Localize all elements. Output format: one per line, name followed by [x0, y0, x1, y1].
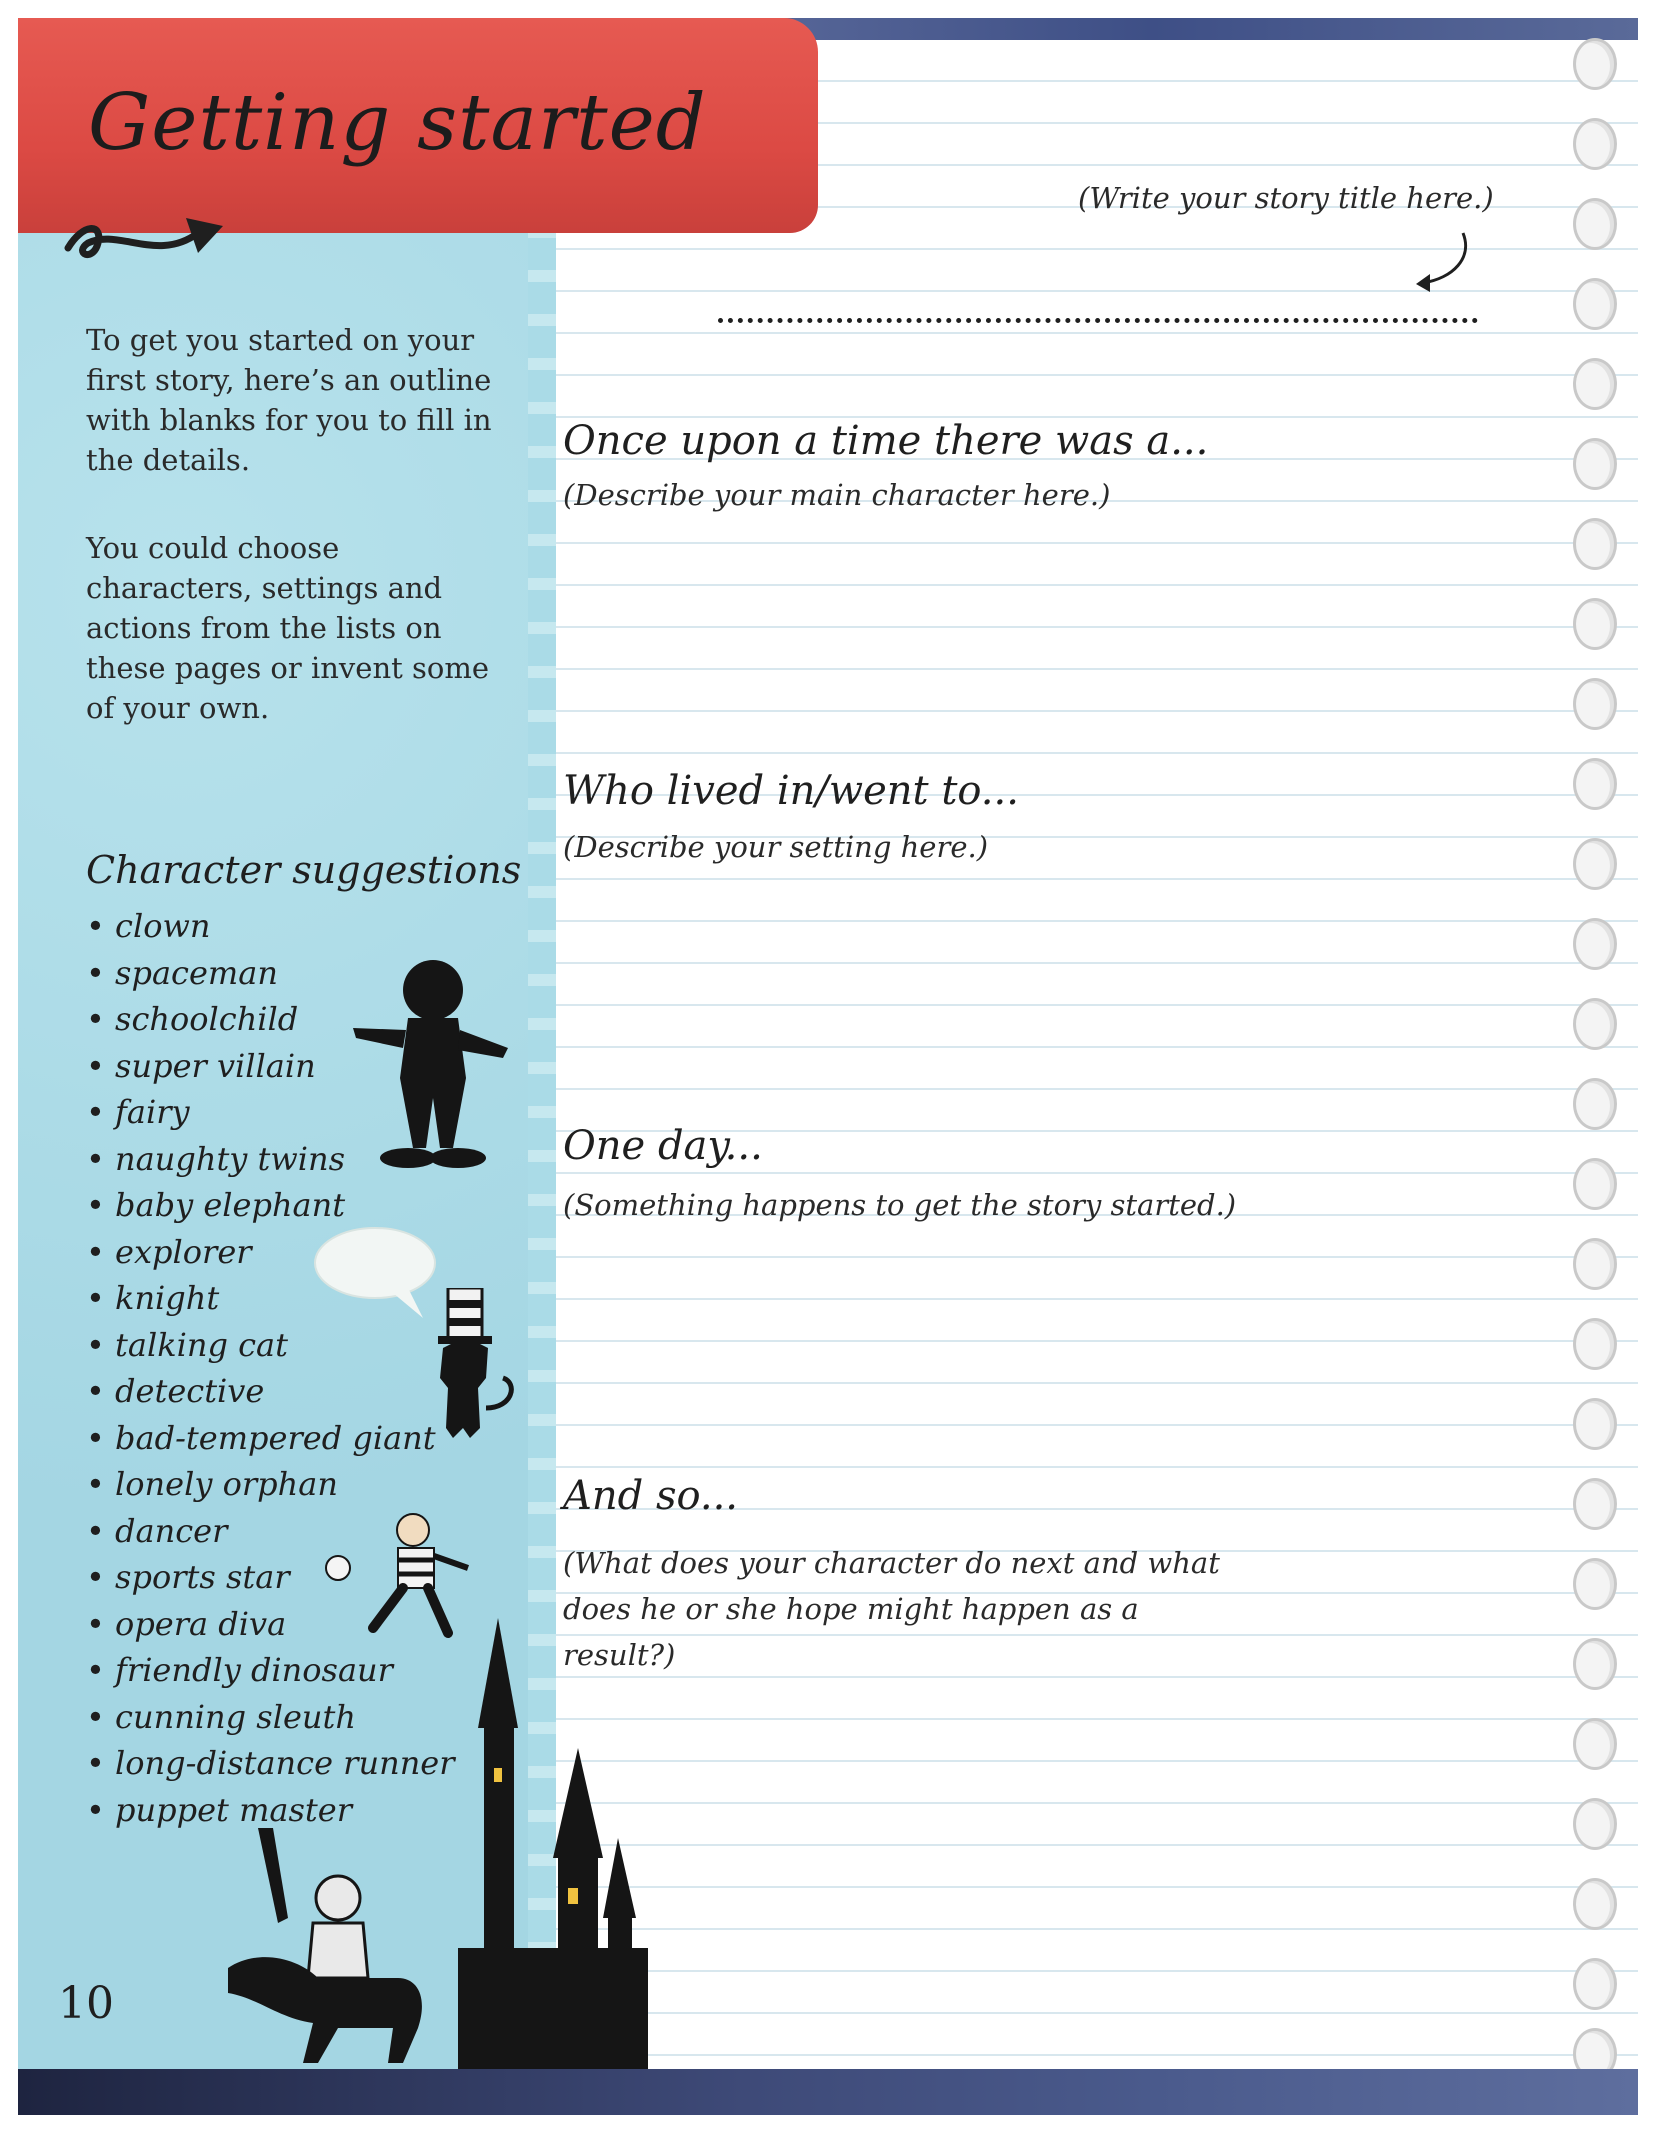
list-item: • bad-tempered giant: [86, 1415, 455, 1462]
binding-ring: [1573, 598, 1617, 650]
binding-ring: [1573, 1158, 1617, 1210]
list-item: • fairy: [86, 1089, 455, 1136]
title-blank-line[interactable]: [718, 318, 1478, 323]
binding-ring: [1573, 1798, 1617, 1850]
castle-silhouette-icon: [458, 1618, 648, 2078]
binding-ring: [1573, 998, 1617, 1050]
intro-paragraph-2: You could choose characters, settings and actions from the lists on these pages or invent some of your own.: [86, 531, 490, 725]
binding-ring: [1573, 1398, 1617, 1450]
prompt-event: One day...: [563, 1123, 763, 1169]
header-banner: [18, 18, 818, 233]
binding-ring: [1573, 918, 1617, 970]
intro-paragraph-1: To get you started on your first story, here’s an outline with blanks for you to fill in the details.: [86, 323, 492, 477]
binding-ring: [1573, 278, 1617, 330]
binding-ring: [1573, 198, 1617, 250]
suggestions-title: Character suggestions: [86, 848, 522, 892]
binding-ring: [1573, 438, 1617, 490]
binding-ring: [1573, 838, 1617, 890]
binding-ring: [1573, 118, 1617, 170]
list-item: • spaceman: [86, 950, 455, 997]
prompt-character: Once upon a time there was a...: [563, 418, 1209, 464]
list-item: • talking cat: [86, 1322, 455, 1369]
list-item: • opera diva: [86, 1601, 455, 1648]
list-item: • explorer: [86, 1229, 455, 1276]
binding-ring: [1573, 758, 1617, 810]
curved-arrow-icon: [1408, 228, 1478, 298]
swirl-arrow-icon: [58, 208, 228, 278]
binding-ring: [1573, 1558, 1617, 1610]
workbook-page: [18, 18, 1638, 2115]
knight-on-horse-icon: [218, 1828, 448, 2068]
list-item: • cunning sleuth: [86, 1694, 455, 1741]
binding-ring: [1573, 1718, 1617, 1770]
hint-outcome: (What does your character do next and what does he or she hope might happen as a result?): [563, 1546, 1220, 1672]
clown-silhouette-icon: [348, 958, 518, 1188]
hint-setting: (Describe your setting here.): [563, 830, 989, 864]
list-item: • puppet master: [86, 1787, 455, 1834]
list-item: • super villain: [86, 1043, 455, 1090]
binding-ring: [1573, 358, 1617, 410]
list-item: • naughty twins: [86, 1136, 455, 1183]
binding-ring: [1573, 38, 1617, 90]
cat-in-hat-icon: [418, 1288, 528, 1458]
binding-ring: [1573, 678, 1617, 730]
hint-character: (Describe your main character here.): [563, 478, 1111, 512]
title-hint: (Write your story title here.): [1078, 181, 1494, 215]
list-item: • detective: [86, 1368, 455, 1415]
list-item: • lonely orphan: [86, 1461, 455, 1508]
binding-ring: [1573, 1318, 1617, 1370]
binding-ring: [1573, 1478, 1617, 1530]
list-item: • friendly dinosaur: [86, 1647, 455, 1694]
list-item: • long-distance runner: [86, 1740, 455, 1787]
hint-event: (Something happens to get the story started.): [563, 1188, 1237, 1222]
list-item: • knight: [86, 1275, 455, 1322]
binding-ring: [1573, 518, 1617, 570]
page-title: Getting started: [88, 78, 707, 168]
binding-ring: [1573, 1238, 1617, 1290]
list-item: • baby elephant: [86, 1182, 455, 1229]
page-number: 10: [58, 1978, 114, 2029]
prompt-outcome: And so...: [563, 1473, 739, 1519]
binding-ring: [1573, 1958, 1617, 2010]
binding-ring: [1573, 1878, 1617, 1930]
list-item: • dancer: [86, 1508, 455, 1555]
binding-ring: [1573, 1638, 1617, 1690]
lined-paper: [538, 40, 1638, 2070]
list-item: • schoolchild: [86, 996, 455, 1043]
list-item: • clown: [86, 903, 455, 950]
prompt-setting: Who lived in/went to...: [563, 768, 1019, 814]
list-item: • sports star: [86, 1554, 455, 1601]
binding-ring: [1573, 1078, 1617, 1130]
bottom-band: [18, 2069, 1638, 2115]
